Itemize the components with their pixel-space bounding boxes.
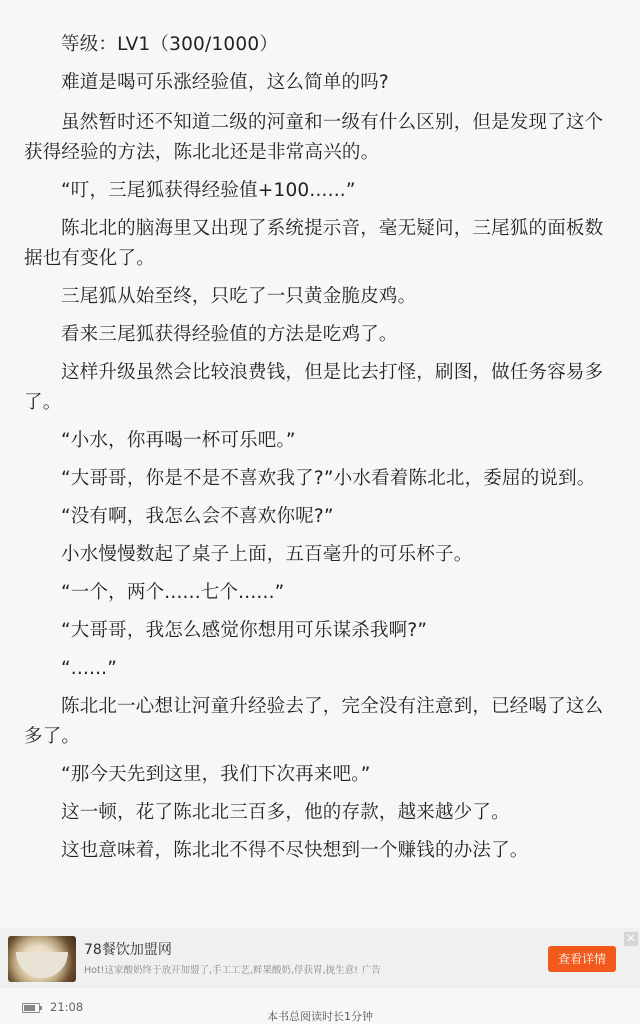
paragraph: 陈北北的脑海里又出现了系统提示音，毫无疑问，三尾狐的面板数据也有变化了。 xyxy=(24,218,604,269)
paragraph: 陈北北一心想让河童升经验去了，完全没有注意到，已经喝了这么多了。 xyxy=(24,696,604,747)
reading-time: 本书总阅读时长1分钟 xyxy=(267,1010,373,1023)
clock-time: 21:08 xyxy=(50,1000,84,1014)
paragraph: “没有啊，我怎么会不喜欢你呢?” xyxy=(61,506,334,527)
paragraph: 这样升级虽然会比较浪费钱，但是比去打怪，刷图，做任务容易多了。 xyxy=(24,362,604,413)
paragraph: “......” xyxy=(61,658,118,679)
view-details-button[interactable]: 查看详情 xyxy=(548,946,616,972)
paragraph: “小水，你再喝一杯可乐吧。” xyxy=(61,430,296,451)
ad-banner[interactable] xyxy=(0,928,640,988)
paragraph: “那今天先到这里，我们下次再来吧。” xyxy=(61,764,371,785)
paragraph: “大哥哥，我怎么感觉你想用可乐谋杀我啊?” xyxy=(61,620,428,641)
paragraph: “叮，三尾狐获得经验值+100......” xyxy=(61,180,356,201)
ad-description-text: Hot!这家酸奶终于放开加盟了,手工工艺,鲜果酸奶,俘获胃,拢生意! xyxy=(84,965,358,976)
paragraph: 小水慢慢数起了桌子上面，五百毫升的可乐杯子。 xyxy=(61,544,473,565)
ad-tag: 广告 xyxy=(361,965,381,976)
paragraph: 虽然暂时还不知道二级的河童和一级有什么区别，但是发现了这个获得经验的方法，陈北北还是非常高兴的。 xyxy=(24,112,604,163)
paragraph: 看来三尾狐获得经验值的方法是吃鸡了。 xyxy=(61,324,398,345)
ad-description xyxy=(84,962,381,976)
paragraph: “一个，两个......七个......” xyxy=(61,582,285,603)
paragraph: “大哥哥，你是不是不喜欢我了?”小水看着陈北北，委屈的说到。 xyxy=(61,468,596,489)
close-icon[interactable]: ✕ xyxy=(624,932,638,946)
paragraph-level: 等级：LV1（300/1000） xyxy=(61,34,279,55)
bowl-shape xyxy=(16,952,68,978)
paragraph: 难道是喝可乐涨经验值，这么简单的吗? xyxy=(61,72,389,93)
reader-status-bar xyxy=(0,996,640,1024)
paragraph: 三尾狐从始至终，只吃了一只黄金脆皮鸡。 xyxy=(61,286,417,307)
paragraph: 这一顿，花了陈北北三百多，他的存款，越来越少了。 xyxy=(61,802,510,823)
ad-title[interactable]: 78餐饮加盟网 xyxy=(84,942,172,958)
paragraph: 这也意味着，陈北北不得不尽快想到一个赚钱的办法了。 xyxy=(61,840,529,861)
food-bowl-icon[interactable] xyxy=(8,936,76,982)
